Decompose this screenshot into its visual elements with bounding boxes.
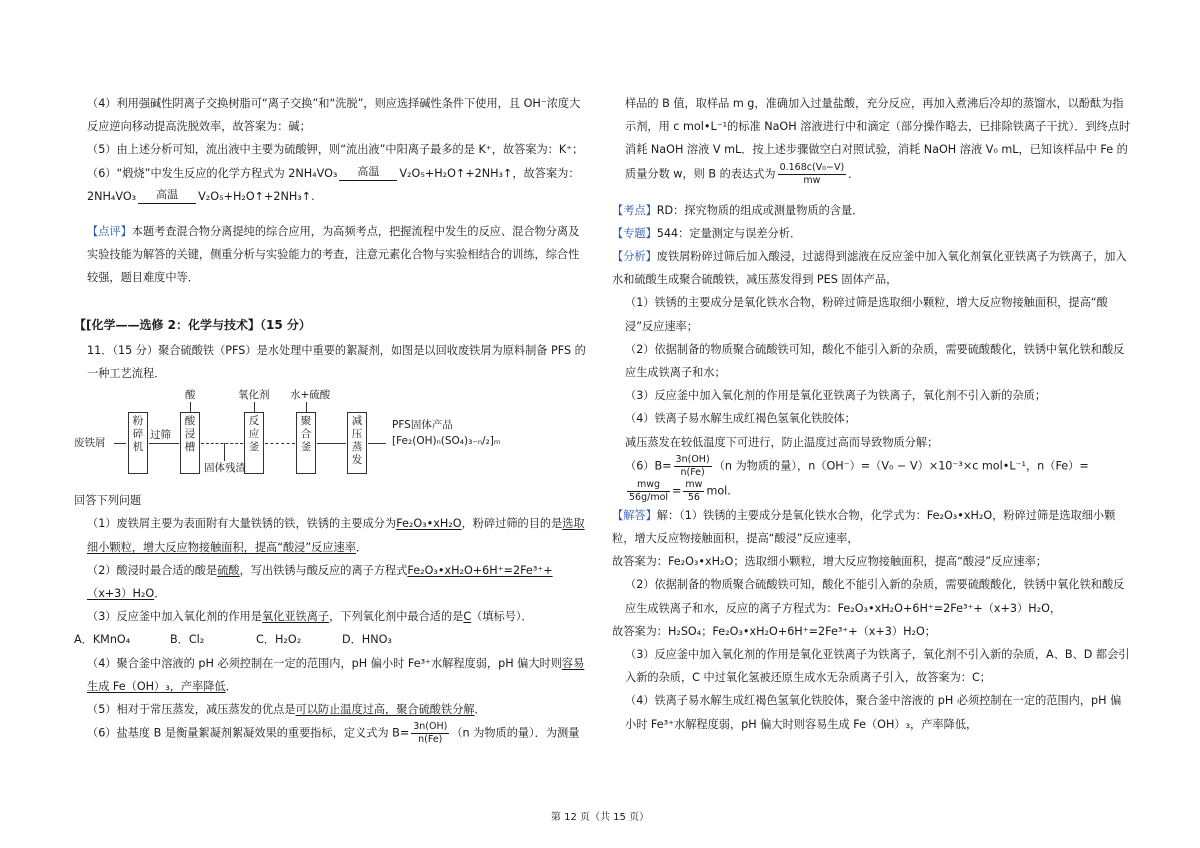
b-expression-fraction: $\frac{\text{0.168c(V₀−V)}}{mw}$ [779,161,845,186]
analysis-5: 减压蒸发在较低温度下可进行，防止温度过高而导致物质分解； [625,435,939,449]
analysis-3: （3）反应釜中加入氧化剂的作用是氧化亚铁离子为铁离子，氧化剂不引入新的杂质； [625,389,1047,403]
reaction-condition: 高温 [138,189,196,204]
solution-2: （2）依据制备的物质聚合硫酸铁可知，酸化不能引入新的杂质，需要硫酸酸化，铁锈中氧化铁和酸反应生成铁离子和水，反应的离子方程式为：Fe₂O₃•xH₂O+6H⁺=2Fe³⁺+（x+3）H₂O， [625,578,1125,615]
solution-4: （4）铁离子易水解生成红褐色氢氧化铁胶体，聚合釜中溶液的 pH 必须控制在一定的范围内，pH 偏小时 Fe³⁺水解程度弱，pH 偏大时则容易生成 Fe（OH）₃，产率降低， [625,694,1122,731]
flow-product-label: PFS固体产品 [392,419,453,432]
flow-water-label: 水+硫酸 [290,389,331,402]
solution: 【解答】解：（1）铁锈的主要成分是氧化铁水合物，化学式为：Fe₂O₃•xH₂O，粉碎过筛是选取细小颗粒，增大反应物接触面积，提高“酸浸”反应速率， [612,508,1116,546]
flow-box-crusher: 粉碎机 [128,412,148,474]
answer-6: （6）“煅烧”中发生反应的化学方程式为 2NH₄VO₃ 高温 V₂O₅+H₂O↑+2NH₃↑，故答案为： [87,165,580,180]
question-11-6-cont: 样品的 B 值，取样品 m g，准确加入过量盐酸，充分反应，再加入煮沸后冷却的蒸馏水，以酚酞为指示剂，用 c mol•L⁻¹的标准 NaOH 溶液进行中和滴定（部分操作略去，已排除铁离子干扰）．到终点时消耗 NaOH 溶液 V mL．按上述步骤做空白对照试验，消耗 NaOH 溶液 V₀ mL，已知该样品中 Fe 的质量分数 w，则 B 的表达式为 $\frac{\text{0.168c(V₀−V)}}{mw}$ ． [625,97,1131,186]
right-column [612,92,1132,736]
page-footer: 第 12 页（共 15 页） [550,812,650,823]
question-11-3: （3）反应釜中加入氧化剂的作用是氧化亚铁离子，下列氧化剂中最合适的是C（填标号）． [87,610,533,624]
solution-3: （3）反应釜中加入氧化剂的作用是氧化亚铁离子为铁离子，氧化剂不引入新的杂质，A、B、D 都会引入新的杂质，C 中过氧化氢被还原生成水无杂质离子引入，故答案为：C； [625,648,1130,685]
flow-waste-label: 固体残渣 [204,462,246,475]
answer-prompt: 回答下列问题 [74,494,142,508]
analysis-4: （4）铁离子易水解生成红褐色氢氧化铁胶体； [625,412,856,426]
analysis-1: （1）铁锈的主要成分是氧化铁水合物，粉碎过筛是选取细小颗粒，增大反应物接触面积，提高“酸浸”反应速率； [625,296,1108,333]
flow-box-evaporator: 减压蒸发 [347,412,367,474]
analysis-6: （6）B= $\frac{3n(OH)}{n(Fe)}$ （n 为物质的量），n（OH⁻）=（V₀ − V）×10⁻³×c mol•L⁻¹，n（Fe）= $\frac{\text{mwg}}{\text{56g/mol}}$ = $\frac{mw}{56}$ mol. [625,453,1089,503]
flow-box-reactor: 反应釜 [244,412,264,474]
question-11-4: （4）聚合釜中溶液的 pH 必须控制在一定的范围内，pH 偏小时 Fe³⁺水解程度弱，pH 偏大时则容易生成 Fe（OH）₃，产率降低． [87,656,585,693]
solution-1-answer: 故答案为：Fe₂O₃•xH₂O；选取细小颗粒，增大反应物接触面积，提高“酸浸”反应速率； [612,555,1047,569]
question-11: 11．（15 分）聚合硫酸铁（PFS）是水处理中重要的絮凝剂，如图是以回收废铁屑为原料制备 PFS 的一种工艺流程． [87,343,586,381]
flow-oxidant-label: 氧化剂 [238,389,270,402]
question-11-3-options: A．KMnO₄ B．Cl₂ C．H₂O₂ D．HNO₃ [74,633,392,647]
topic: 【专题】544：定量测定与误差分析． [612,226,802,240]
analysis: 【分析】废铁屑粉碎过筛后加入酸浸，过滤得到滤液在反应釜中加入氧化剂氧化亚铁离子为铁离子，加入水和硫酸生成聚合硫酸铁，减压蒸发得到 PES 固体产品， [612,250,1127,287]
answer-5: （5）由上述分析可知，流出液中主要为硫酸钾，则“流出液”中阳离子最多的是 K⁺，故答案为：K⁺； [87,143,584,157]
left-column [74,92,586,746]
question-11-2: （2）酸浸时最合适的酸是硫酸，写出铁锈与酸反应的离子方程式Fe₂O₃•xH₂O+6H⁺=2Fe³⁺+（x+3）H₂O． [87,563,553,601]
solution-2-answer: 故答案为：H₂SO₄；Fe₂O₃•xH₂O+6H⁺=2Fe³⁺+（x+3）H₂O； [612,624,936,638]
question-11-1: （1）废铁屑主要为表面附有大量铁锈的铁，铁锈的主要成分为Fe₂O₃•xH₂O，粉碎过筛的目的是选取细小颗粒，增大反应物接触面积，提高“酸浸”反应速率． [87,517,585,554]
analysis-2: （2）依据制备的物质聚合硫酸铁可知，酸化不能引入新的杂质，需要硫酸酸化，铁锈中氧化铁和酸反应生成铁离子和水； [625,342,1125,380]
comment-tag: 【点评】 [87,225,132,239]
question-11-5: （5）相对于常压蒸发，减压蒸发的优点是可以防止温度过高，聚合硫酸铁分解． [87,703,486,717]
section-title: 【[化学——选修 2：化学与技术】（15 分） [74,317,311,332]
flow-product-formula: [Fe₂(OH)ₙ(SO₄)₃₋ₙ/₂]ₘ [392,435,501,448]
reaction-condition: 高温 [339,166,397,181]
process-flow-diagram [74,389,586,487]
flow-start: 废铁屑 [74,437,106,450]
question-11-6: （6）盐基度 B 是衡量絮凝剂絮凝效果的重要指标，定义式为 B= $\frac{3n(OH)}{n(Fe)}$ （n 为物质的量）．为测量 [87,721,580,746]
flow-box-polymerizer: 聚合釜 [296,412,316,474]
flow-acid-label: 酸 [185,389,196,402]
flow-filter-label: 过筛 [150,429,171,442]
answer-6-equation: 2NH₄VO₃ 高温 V₂O₅+H₂O↑+2NH₃↑. [87,188,315,203]
basicity-fraction: $\frac{3n(OH)}{n(Fe)}$ [413,721,448,746]
knowledge-point: 【考点】RD：探究物质的组成或测量物质的含量． [612,203,864,217]
comment-section: 【点评】本题考查混合物分离提纯的综合应用，为高频考点，把握流程中发生的反应、混合物分离及实验技能为解答的关键，侧重分析与实验能力的考查，注意元素化合物与实验相结合的训练，综合性较强，题目难度中等． [87,225,580,285]
answer-4: （4）利用强碱性阴离子交换树脂可“离子交换”和“洗脱”，则应选择碱性条件下使用，且 OH⁻浓度大反应逆向移动提高洗脱效率，故答案为：碱； [87,97,581,134]
flow-box-acid-tank: 酸浸槽 [180,412,200,474]
